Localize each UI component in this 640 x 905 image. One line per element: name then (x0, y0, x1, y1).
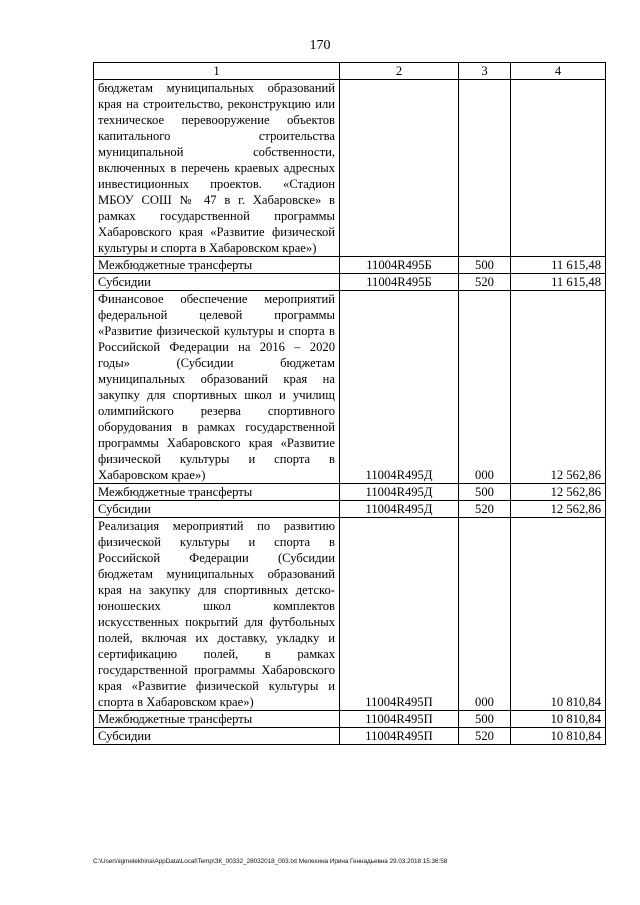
row-amount: 10 810,84 (511, 711, 606, 728)
row-description: Межбюджетные трансферты (94, 711, 340, 728)
row-expense-type: 000 (459, 291, 511, 484)
row-description: Субсидии (94, 728, 340, 745)
table-body (94, 80, 606, 745)
row-expense-type: 500 (459, 257, 511, 274)
row-amount: 11 615,48 (511, 257, 606, 274)
row-amount: 12 562,86 (511, 484, 606, 501)
table-row (94, 80, 606, 257)
row-description: Межбюджетные трансферты (94, 257, 340, 274)
row-target-code: 11004R495Д (340, 291, 459, 484)
row-target-code: 11004R495Д (340, 484, 459, 501)
row-expense-type: 000 (459, 518, 511, 711)
column-header: 2 (340, 63, 459, 80)
row-description: Финансовое обеспечение мероприятий федеральной целевой программы «Развитие физической культуры и спорта в Российской Федерации на 2016 – 2020 годы» (Субсидии бюджетам муниципальных образований края на закупку для спортивных школ и училищ олимпийского резерва спортивного оборудования в рамках государственной программы Хабаровского края «Развитие физической культуры и спорта в Хабаровском крае») (94, 291, 340, 484)
row-target-code (340, 80, 459, 257)
column-header: 4 (511, 63, 606, 80)
page-number: 170 (309, 38, 331, 53)
row-target-code: 11004R495П (340, 728, 459, 745)
table-row (94, 484, 606, 501)
row-description: Субсидии (94, 274, 340, 291)
row-amount: 12 562,86 (511, 291, 606, 484)
row-expense-type: 520 (459, 501, 511, 518)
table-row (94, 711, 606, 728)
table-row (94, 257, 606, 274)
row-description: Реализация мероприятий по развитию физической культуры и спорта в Российской Федерации (Субсидии бюджетам муниципальных образований края на закупку для спортивных детско-юношеских школ комплектов искусственных покрытий для футбольных полей, включая их доставку, укладку и сертификацию полей, в рамках государственной программы Хабаровского края «Развитие физической культуры и спорта в Хабаровском крае») (94, 518, 340, 711)
budget-table (93, 62, 606, 745)
row-expense-type: 520 (459, 274, 511, 291)
row-target-code: 11004R495П (340, 711, 459, 728)
footer-file-path: C:\Users\igmelekhina\AppData\Local\Temp\ЗК_00332_28032018_003.txt Мелехина Ирина Геннадьевна 29.03.2018 15:36:58 (93, 858, 448, 865)
row-target-code: 11004R495Б (340, 257, 459, 274)
row-target-code: 11004R495Д (340, 501, 459, 518)
row-expense-type: 520 (459, 728, 511, 745)
table-row (94, 274, 606, 291)
row-amount: 11 615,48 (511, 274, 606, 291)
table-row (94, 501, 606, 518)
column-header: 3 (459, 63, 511, 80)
row-expense-type (459, 80, 511, 257)
row-description: Межбюджетные трансферты (94, 484, 340, 501)
row-amount: 10 810,84 (511, 518, 606, 711)
table-row (94, 518, 606, 711)
table-row (94, 728, 606, 745)
row-target-code: 11004R495Б (340, 274, 459, 291)
row-amount: 12 562,86 (511, 501, 606, 518)
column-header: 1 (94, 63, 340, 80)
table-header-row (94, 63, 606, 80)
row-description: Субсидии (94, 501, 340, 518)
table-row (94, 291, 606, 484)
row-target-code: 11004R495П (340, 518, 459, 711)
row-amount (511, 80, 606, 257)
row-amount: 10 810,84 (511, 728, 606, 745)
row-expense-type: 500 (459, 484, 511, 501)
row-description: бюджетам муниципальных образований края на строительство, реконструкцию или техническое перевооружение объектов капитального строительства муниципальной собственности, включенных в перечень краевых адресных инвестиционных проектов. «Стадион МБОУ СОШ № 47 в г. Хабаровске» в рамках государственной программы Хабаровского края «Развитие физической культуры и спорта в Хабаровском крае») (94, 80, 340, 257)
row-expense-type: 500 (459, 711, 511, 728)
